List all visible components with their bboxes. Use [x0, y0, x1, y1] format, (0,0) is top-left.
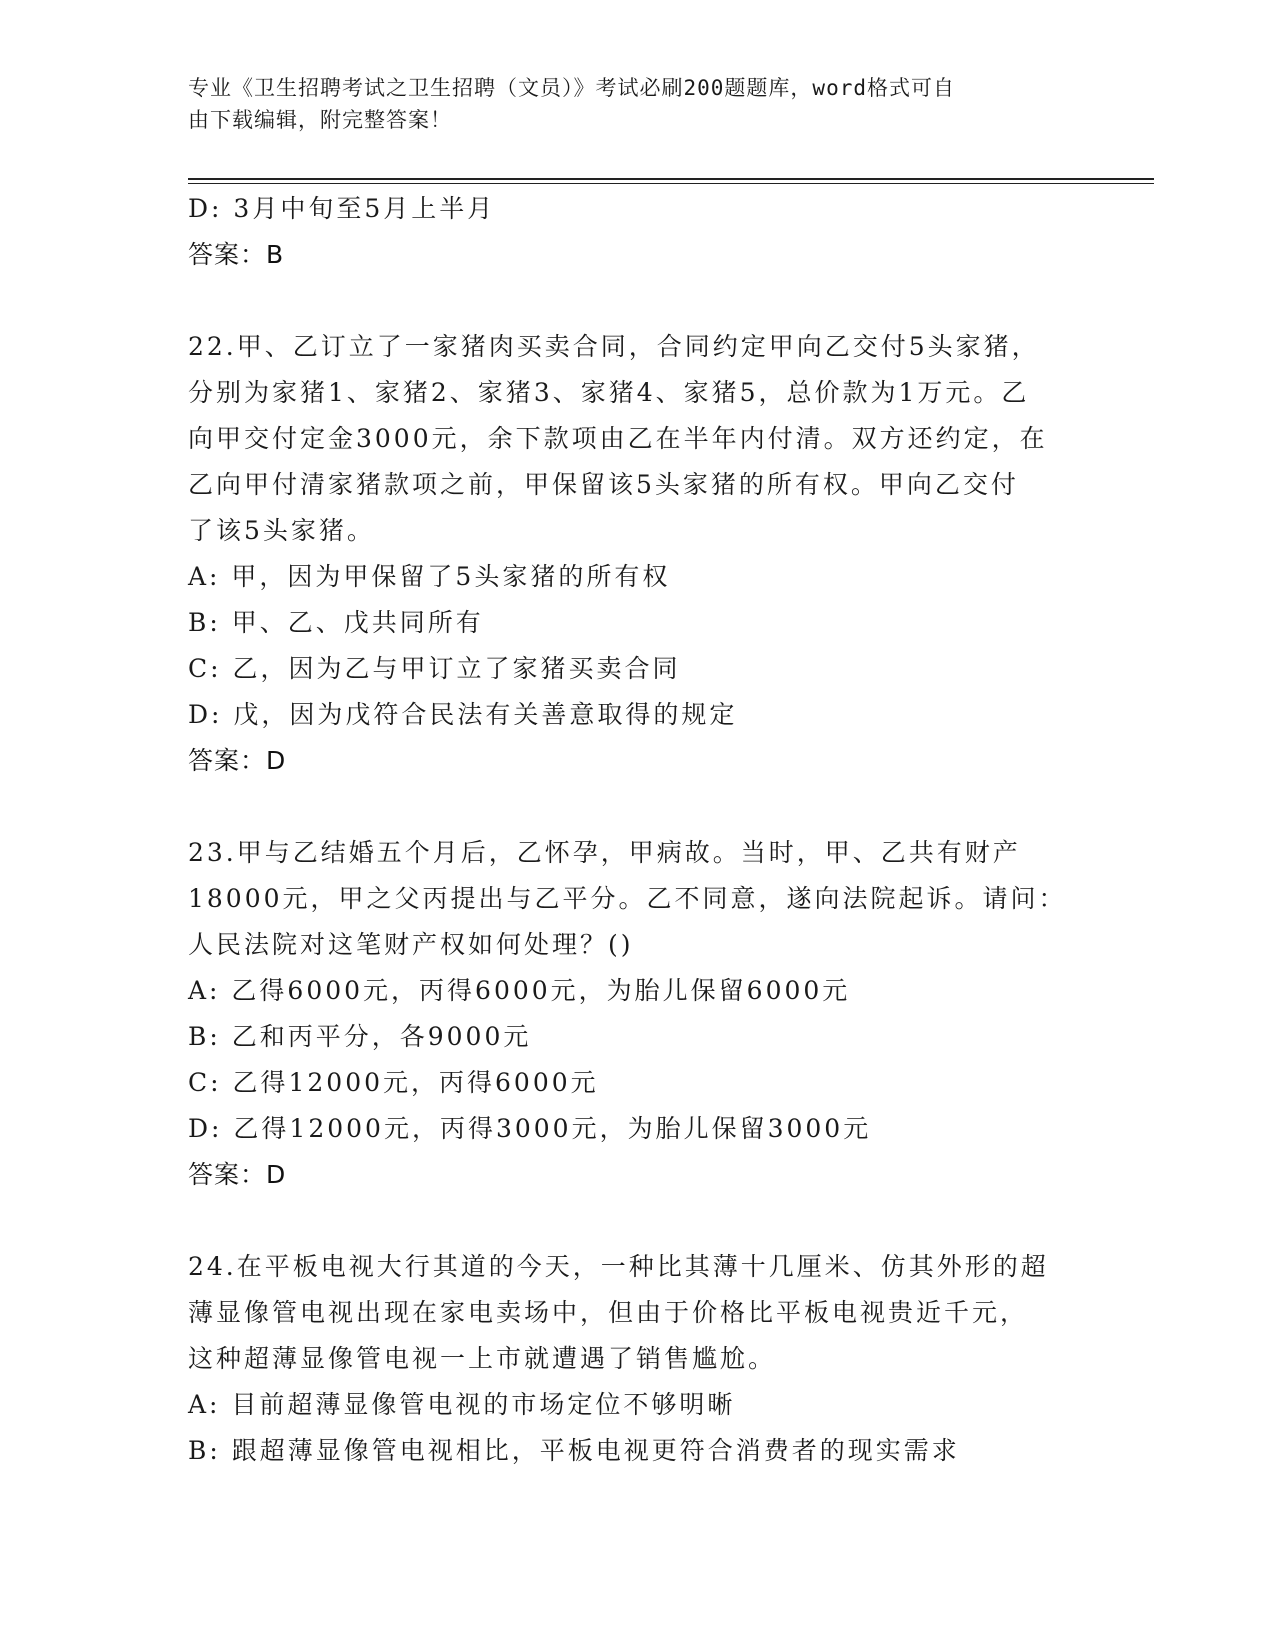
question-stem-line: 22.甲、乙订立了一家猪肉买卖合同，合同约定甲向乙交付5头家猪， — [188, 332, 1040, 361]
question-stem-line: 薄显像管电视出现在家电卖场中，但由于价格比平板电视贵近千元， — [188, 1298, 1029, 1327]
question-stem-line: 这种超薄显像管电视一上市就遭遇了销售尴尬。 — [188, 1344, 777, 1373]
question-22 — [188, 324, 1088, 784]
header-divider-thin — [188, 183, 1154, 184]
spacer — [188, 1198, 1088, 1244]
header-divider-thick — [188, 178, 1154, 180]
question-24 — [188, 1244, 1088, 1474]
option-b: B: 乙和丙平分，各9000元 — [188, 1022, 532, 1051]
question-23 — [188, 830, 1088, 1198]
option-b: B: 跟超薄显像管电视相比，平板电视更符合消费者的现实需求 — [188, 1436, 960, 1465]
option-d: D: 戊，因为戊符合民法有关善意取得的规定 — [188, 700, 738, 729]
question-stem-line: 了该5头家猪。 — [188, 516, 375, 545]
question-stem-line: 24.在平板电视大行其道的今天，一种比其薄十几厘米、仿其外形的超 — [188, 1252, 1049, 1281]
option-a: A: 甲，因为甲保留了5头家猪的所有权 — [188, 562, 671, 591]
header-line-2: 由下载编辑，附完整答案！ — [188, 108, 452, 132]
answer-line: 答案：D — [188, 746, 287, 775]
question-stem-line: 乙向甲付清家猪款项之前，甲保留该5头家猪的所有权。甲向乙交付 — [188, 470, 1019, 499]
option-b: B: 甲、乙、戊共同所有 — [188, 608, 484, 637]
previous-question-tail — [188, 186, 1088, 278]
answer-line: 答案：D — [188, 1160, 287, 1189]
spacer — [188, 278, 1088, 324]
question-stem-line: 23.甲与乙结婚五个月后，乙怀孕，甲病故。当时，甲、乙共有财产 — [188, 838, 1021, 867]
option-d: D: 乙得12000元，丙得3000元，为胎儿保留3000元 — [188, 1114, 872, 1143]
option-d: D: 3月中旬至5月上半月 — [188, 194, 496, 223]
question-stem-line: 分别为家猪1、家猪2、家猪3、家猪4、家猪5，总价款为1万元。乙 — [188, 378, 1030, 407]
option-a: A: 乙得6000元，丙得6000元，为胎儿保留6000元 — [188, 976, 851, 1005]
option-a: A: 目前超薄显像管电视的市场定位不够明晰 — [188, 1390, 736, 1419]
document-header — [188, 72, 1068, 136]
question-stem-line: 18000元，甲之父丙提出与乙平分。乙不同意，遂向法院起诉。请问： — [188, 884, 1067, 913]
header-line-1: 专业《卫生招聘考试之卫生招聘（文员）》考试必刷200题题库，word格式可自 — [188, 76, 955, 100]
document-body — [188, 186, 1088, 1474]
answer-line: 答案：B — [188, 240, 285, 269]
option-c: C: 乙，因为乙与甲订立了家猪买卖合同 — [188, 654, 681, 683]
option-c: C: 乙得12000元，丙得6000元 — [188, 1068, 599, 1097]
question-stem-line: 向甲交付定金3000元，余下款项由乙在半年内付清。双方还约定，在 — [188, 424, 1048, 453]
question-stem-line: 人民法院对这笔财产权如何处理？() — [188, 930, 634, 959]
spacer — [188, 784, 1088, 830]
